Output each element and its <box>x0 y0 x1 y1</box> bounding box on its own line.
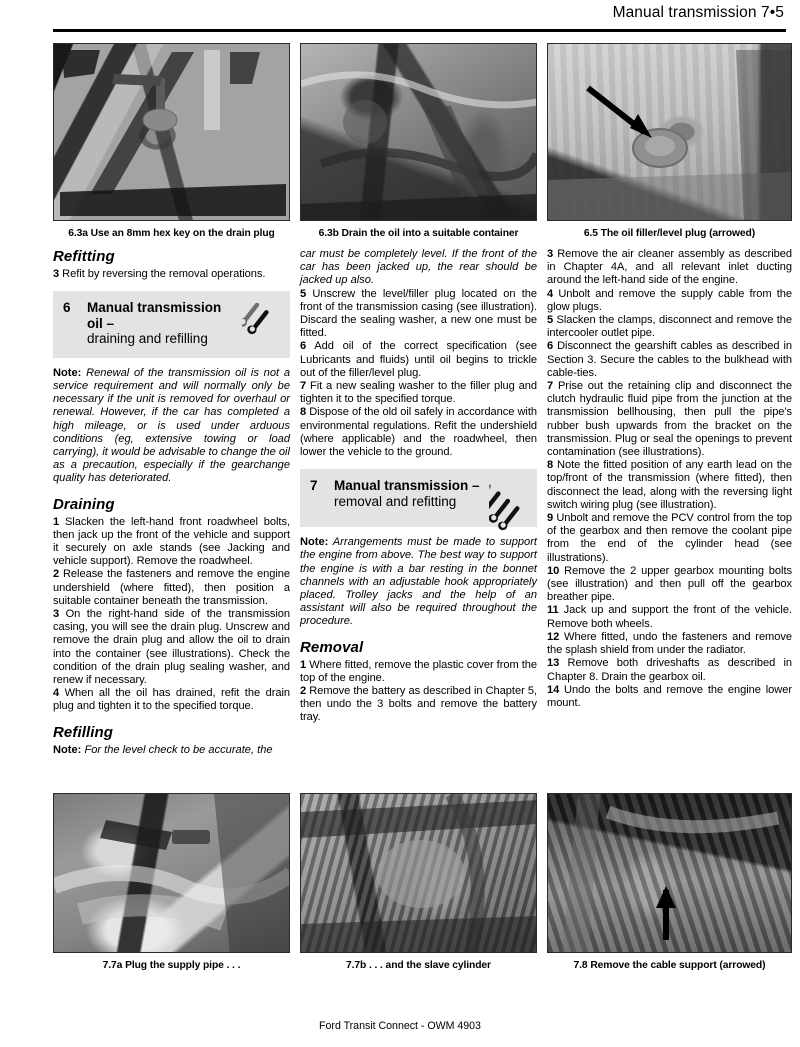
page-title: Manual transmission 7•5 <box>612 4 784 21</box>
step-number: 10 <box>547 564 560 577</box>
step-text: Slacken the clamps, disconnect and remove the intercooler outlet pipe. <box>547 314 792 340</box>
section-6-header <box>53 291 290 358</box>
figure-7-7b-image <box>300 793 537 953</box>
draining-heading: Draining <box>53 495 115 513</box>
step-text: Release the fasteners and remove the engine undershield (where fitted), then position a suitable container beneath the transmission. <box>53 568 290 607</box>
header-divider <box>53 29 786 32</box>
step-number: 6 <box>300 340 307 353</box>
difficulty-spanner-icons <box>489 473 533 524</box>
section-6-subtitle: draining and refilling <box>87 331 208 347</box>
step-text: Where fitted, undo the fasteners and remove the splash shield from under the radiator. <box>547 630 792 657</box>
step-text: When all the oil has drained, refit the drain plug and tighten it to the specified torque. <box>53 687 290 713</box>
step-text: Note the fitted position of any earth lead on the top/front of the transmission (where fitted), then disconnect the lead, along with the reversing light switch wiring plug (see illustration). <box>547 459 792 511</box>
removal-step <box>547 684 792 710</box>
step-number: 11 <box>547 604 559 617</box>
note-continued: car must be completely level. If the front of the car has been jacked up, the rear should be jacked up also. <box>300 248 537 287</box>
refitting-step-3 <box>53 268 290 281</box>
figure-6-5 <box>547 43 792 240</box>
step-number: 8 <box>547 459 554 472</box>
figure-7-7a-image <box>53 793 290 953</box>
section-7-header <box>300 469 537 527</box>
note-label: Note: <box>300 536 329 549</box>
figure-6-3b <box>300 43 537 240</box>
difficulty-spanner-icons <box>242 295 286 355</box>
step-number: 7 <box>547 380 554 393</box>
step-number: 1 <box>53 515 60 528</box>
removal-step <box>547 340 792 380</box>
removal-step <box>547 288 792 314</box>
note-label: Note: <box>53 366 82 379</box>
step-text: Remove the 2 upper gearbox mounting bolts (see illustration) and then pull off the gearbox breather pipe. <box>547 564 792 604</box>
step-text: Where fitted, remove the plastic cover from the top of the engine. <box>300 658 537 684</box>
refilling-step <box>300 406 537 459</box>
step-text: Unbolt and remove the supply cable from the glow plugs. <box>547 287 792 313</box>
step-number: 2 <box>300 685 307 698</box>
step-number: 2 <box>53 568 60 581</box>
arrow-annotation <box>548 794 792 953</box>
photo-detail-overlay <box>301 44 537 221</box>
figure-7-7a-caption: 7.7a Plug the supply pipe . . . <box>102 960 241 971</box>
step-text: Refit by reversing the removal operations. <box>62 268 266 280</box>
step-text: Undo the bolts and remove the engine lower mount. <box>547 683 792 709</box>
spanner-icon <box>242 295 286 341</box>
draining-step <box>53 568 290 608</box>
step-number: 5 <box>300 287 307 300</box>
figure-7-7b <box>300 793 537 972</box>
figure-6-5-image <box>547 43 792 221</box>
arrow-annotation <box>548 44 792 221</box>
figure-7-8-caption: 7.8 Remove the cable support (arrowed) <box>573 960 766 971</box>
section-6-title: Manual transmission oil – <box>87 300 222 331</box>
removal-heading: Removal <box>300 638 364 656</box>
photo-detail-overlay <box>54 794 290 953</box>
draining-step <box>53 608 290 687</box>
figure-6-5-caption: 6.5 The oil filler/level plug (arrowed) <box>583 228 756 239</box>
step-text: Remove the air cleaner assembly as described in Chapter 4A, and all relevant inlet ducting around the left-hand side of the engine. <box>547 248 792 287</box>
removal-step <box>547 380 792 459</box>
section-6-number: 6 <box>63 300 71 316</box>
photo-detail-overlay <box>301 794 537 953</box>
step-number: 3 <box>53 607 60 620</box>
removal-step <box>547 248 792 288</box>
step-number: 13 <box>547 657 560 670</box>
step-number: 3 <box>53 268 60 280</box>
note-level-check <box>53 744 290 757</box>
figure-7-8 <box>547 793 792 972</box>
figure-6-3a-image <box>53 43 290 221</box>
refilling-heading: Refilling <box>53 723 114 741</box>
note-text: For the level check to be accurate, the <box>84 743 273 756</box>
column-3 <box>547 248 792 710</box>
page-footer: Ford Transit Connect - OWM 4903 <box>319 1020 481 1032</box>
note-text: Arrangements must be made to support the engine from above. The best way to support the engine is with a bar resting in the bonnet channels with an adjustable hook appropriately placed. Trolley jacks and the help of an assistant will also be required throughout the procedure. <box>300 536 537 628</box>
step-number: 3 <box>547 248 554 260</box>
step-number: 12 <box>547 630 560 643</box>
figure-6-3b-image <box>300 43 537 221</box>
removal-step <box>547 631 792 657</box>
step-number: 8 <box>300 406 307 419</box>
section-7-number: 7 <box>310 478 318 494</box>
step-number: 14 <box>547 683 560 696</box>
removal-step <box>300 659 537 685</box>
step-text: Remove the battery as described in Chapter 5, then undo the 3 bolts and remove the battery tray. <box>300 685 537 724</box>
step-number: 1 <box>300 658 307 671</box>
draining-step <box>53 687 290 713</box>
spanner-icon <box>489 473 533 539</box>
step-text: Jack up and support the front of the vehicle. Remove both wheels. <box>547 604 792 630</box>
refitting-heading: Refitting <box>53 248 115 265</box>
step-number: 5 <box>547 314 554 327</box>
step-text: Unbolt and remove the PCV control from the top of the gearbox and then remove the coolant pipe from the end of the cylinder head (see illustrations). <box>547 512 792 564</box>
step-text: Dispose of the old oil safely in accordance with environmental regulations. Refit the undershield (where applicable) and the roadwheel, then lower the vehicle to the ground. <box>300 406 537 459</box>
step-text: Unscrew the level/filler plug located on the front of the transmission casing (see illustration). Discard the sealing washer, a new one must be fitted. <box>300 287 537 340</box>
step-text: Fit a new sealing washer to the filler plug and tighten it to the specified torque. <box>300 380 537 406</box>
column-2 <box>300 248 537 725</box>
step-text: Add oil of the correct specification (see Lubricants and fluids) until oil begins to trickle out of the filler/level plug. <box>300 340 538 379</box>
section-7-subtitle: removal and refitting <box>334 493 457 509</box>
removal-step <box>547 657 792 683</box>
figure-6-3a <box>53 43 290 240</box>
note-engine-support <box>300 536 537 628</box>
removal-step <box>547 512 792 565</box>
figure-7-8-image <box>547 793 792 953</box>
step-text: Slacken the left-hand front roadwheel bolts, then jack up the front of the vehicle and support it securely on axle stands (see Jacking and vehicle support). Remove the roadwheel. <box>53 515 290 568</box>
refilling-step <box>300 288 537 341</box>
removal-step <box>300 685 537 725</box>
refilling-step <box>300 340 537 380</box>
figure-7-7b-caption: 7.7b . . . and the slave cylinder <box>346 960 491 971</box>
step-number: 6 <box>547 340 554 353</box>
step-text: Remove both driveshafts as described in Chapter 8. Drain the gearbox oil. <box>547 657 792 683</box>
column-1 <box>53 248 290 757</box>
removal-step <box>547 565 792 605</box>
removal-step <box>547 459 792 512</box>
step-text: On the right-hand side of the transmission casing, you will see the drain plug. Unscrew and remove the drain plug and allow the oil to drain into the container (see illustrations). Check the condition of the drain plug sealing washer, and renew if necessary. <box>53 607 290 686</box>
page-header <box>0 0 800 34</box>
step-text: Prise out the retaining clip and disconnect the clutch hydraulic fluid pipe from the junction at the transmission bellhousing, then pull the pipe's rubber bush upwards from the bracket on the transmission. Plug or seal the openings to prevent contamination (see illustrations). <box>547 380 792 459</box>
removal-step <box>547 314 792 340</box>
refilling-step <box>300 380 537 406</box>
note-label: Note: <box>53 743 82 756</box>
photo-detail-overlay <box>54 44 290 221</box>
section-7-title: Manual transmission – <box>334 478 480 494</box>
note-transmission-oil <box>53 367 290 486</box>
note-text: Renewal of the transmission oil is not a service requirement and will normally only be necessary if the unit is removed for overhaul or renewal. However, if the car has completed a high mileage, or is used under arduous conditions (eg, extensive towing or load carrying), it would be advisable to change the oil as a precaution, especially if the gearchange quality has deteriorated. <box>53 366 290 485</box>
figure-7-7a <box>53 793 290 972</box>
step-text: Disconnect the gearshift cables as described in Section 3. Secure the cables to the bulkhead with cable-ties. <box>547 340 792 379</box>
step-number: 4 <box>547 287 554 300</box>
step-number: 4 <box>53 687 60 700</box>
figure-6-3a-caption: 6.3a Use an 8mm hex key on the drain plug <box>68 228 275 239</box>
figure-6-3b-caption: 6.3b Drain the oil into a suitable container <box>318 228 519 239</box>
removal-step <box>547 604 792 630</box>
draining-step <box>53 516 290 569</box>
step-number: 9 <box>547 512 554 525</box>
step-number: 7 <box>300 380 307 393</box>
